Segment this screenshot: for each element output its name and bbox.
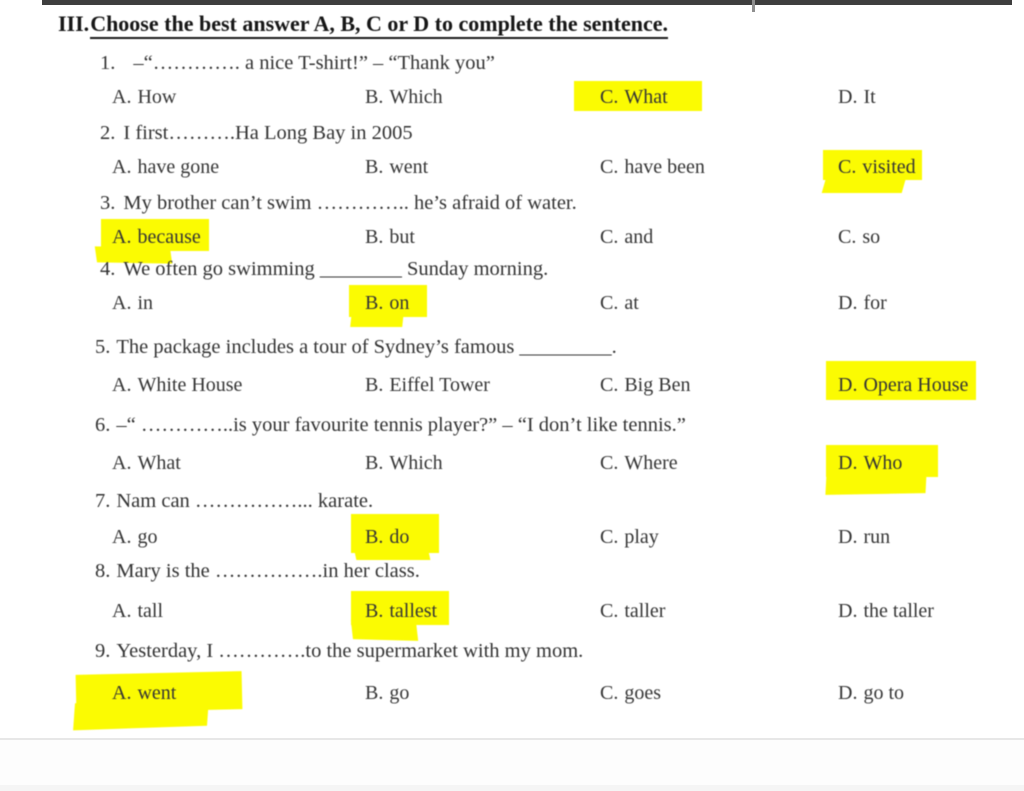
answer-option [365,86,443,109]
option-text: but [389,226,415,248]
lower-blank-area [0,740,1024,785]
question-prompt: –“ …………..is your favourite tennis player?” – “I don’t like tennis.” [116,414,686,436]
option-text: taller [624,600,666,622]
option-label: A. [112,292,132,314]
option-label: C. [600,226,619,248]
option-text: run [863,526,891,548]
option-label: D. [838,682,858,704]
question-item [100,258,548,281]
option-label: C. [600,86,619,108]
question-number: 9. [95,640,111,662]
option-text: White House [137,374,243,396]
option-text: at [624,292,639,314]
option-text: goes [624,682,662,704]
question-item [95,640,583,663]
option-text: Who [863,452,903,474]
bottom-edge-strip [0,785,1024,791]
option-label: D. [838,86,858,108]
question-number: 5. [95,336,111,358]
question-prompt: My brother can’t swim ………….. he’s afraid of water. [123,192,577,214]
option-label: A. [112,452,132,474]
option-label: C. [600,156,619,178]
question-prompt: We often go swimming ________ Sunday morning. [123,258,549,280]
option-label: A. [112,86,132,108]
option-label: C. [600,600,619,622]
answer-option [838,226,880,249]
question-number: 6. [95,414,111,436]
answer-option [365,156,428,179]
question-number: 8. [95,560,111,582]
answer-option [838,86,876,109]
answer-option [838,600,934,623]
option-label: C. [838,156,857,178]
option-text: play [624,526,659,548]
section-number: III. [58,11,90,36]
option-text: Where [624,452,678,474]
answer-option [112,292,153,315]
option-text: Opera House [863,374,969,396]
option-text: have been [624,156,705,178]
option-label: A. [112,600,132,622]
option-text: tallest [389,600,438,622]
question-prompt: The package includes a tour of Sydney’s famous _________. [116,336,617,358]
option-label: B. [365,86,384,108]
option-text: so [862,226,881,248]
option-text: for [863,292,887,314]
question-prompt: –“…………. a nice T-shirt!” – “Thank you” [133,52,495,74]
option-label: C. [600,452,619,474]
option-text: Which [389,86,443,108]
option-text: because [137,226,201,248]
answer-highlight-option [365,600,437,623]
option-text: go [389,682,410,704]
answer-option [112,600,163,623]
option-text: and [624,226,654,248]
option-label: D. [838,452,858,474]
question-prompt: Yesterday, I ………….to the supermarket with my mom. [116,640,584,662]
option-text: Eiffel Tower [389,374,490,396]
option-label: D. [838,292,858,314]
answer-option [838,682,904,705]
option-label: B. [365,600,384,622]
question-prompt: Mary is the …………….in her class. [116,560,420,582]
question-number: 7. [95,490,111,512]
question-number: 1. [100,52,116,74]
answer-option [365,374,490,397]
question-number: 3. [100,192,116,214]
section-heading [58,11,668,37]
option-label: B. [365,374,384,396]
answer-highlight-option [838,452,902,475]
answer-highlight-option [600,86,668,109]
answer-option [112,374,242,397]
option-label: C. [600,682,619,704]
answer-option [600,452,678,475]
option-label: D. [838,374,858,396]
option-text: Big Ben [624,374,691,396]
option-label: A. [112,156,132,178]
answer-option [600,374,690,397]
option-label: B. [365,156,384,178]
option-text: go [137,526,158,548]
answer-option [600,156,705,179]
option-text: on [389,292,410,314]
question-number: 2. [100,122,116,144]
option-text: the taller [863,600,934,622]
option-label: A. [112,374,132,396]
answer-option [112,156,219,179]
option-label: B. [365,682,384,704]
answer-option [600,526,659,549]
answer-option [838,292,887,315]
option-text: What [624,86,668,108]
option-label: A. [112,226,132,248]
answer-option [600,226,653,249]
option-label: A. [112,682,132,704]
answer-option [112,452,181,475]
answer-option [600,600,665,623]
question-item [95,560,420,583]
answer-option [112,526,157,549]
option-text: visited [862,156,916,178]
answer-highlight-option [365,526,409,549]
answer-option [112,86,176,109]
option-label: C. [600,526,619,548]
question-item [95,414,686,437]
question-prompt: I first……….Ha Long Bay in 2005 [123,122,413,144]
option-label: C. [600,374,619,396]
option-label: C. [600,292,619,314]
question-item [100,52,495,75]
option-text: What [137,452,181,474]
option-text: go to [863,682,905,704]
answer-highlight-option [112,226,201,249]
option-text: in [137,292,154,314]
option-label: B. [365,452,384,474]
option-text: have gone [137,156,220,178]
answer-highlight-option [112,682,176,705]
option-text: How [137,86,177,108]
option-label: A. [112,526,132,548]
question-item [100,192,577,215]
answer-option [838,526,890,549]
answer-highlight-option [838,156,916,179]
option-text: do [389,526,410,548]
option-text: went [389,156,429,178]
answer-option [600,682,661,705]
option-text: It [863,86,876,108]
answer-highlight-option [838,374,968,397]
answer-option [365,682,409,705]
option-label: B. [365,526,384,548]
option-text: tall [137,600,163,622]
option-label: C. [838,226,857,248]
option-label: D. [838,526,858,548]
section-title: Choose the best answer A, B, C or D to complete the sentence. [90,11,668,39]
option-text: Which [389,452,443,474]
answer-option [365,226,415,249]
answer-option [600,292,639,315]
option-label: B. [365,226,384,248]
answer-highlight-option [365,292,409,315]
answer-option [365,452,443,475]
option-label: B. [365,292,384,314]
question-item [95,336,617,359]
option-text: went [137,682,177,704]
option-label: D. [838,600,858,622]
question-item [100,122,413,145]
question-prompt: Nam can ……………... karate. [116,490,374,512]
question-item [95,490,373,513]
question-number: 4. [100,258,116,280]
